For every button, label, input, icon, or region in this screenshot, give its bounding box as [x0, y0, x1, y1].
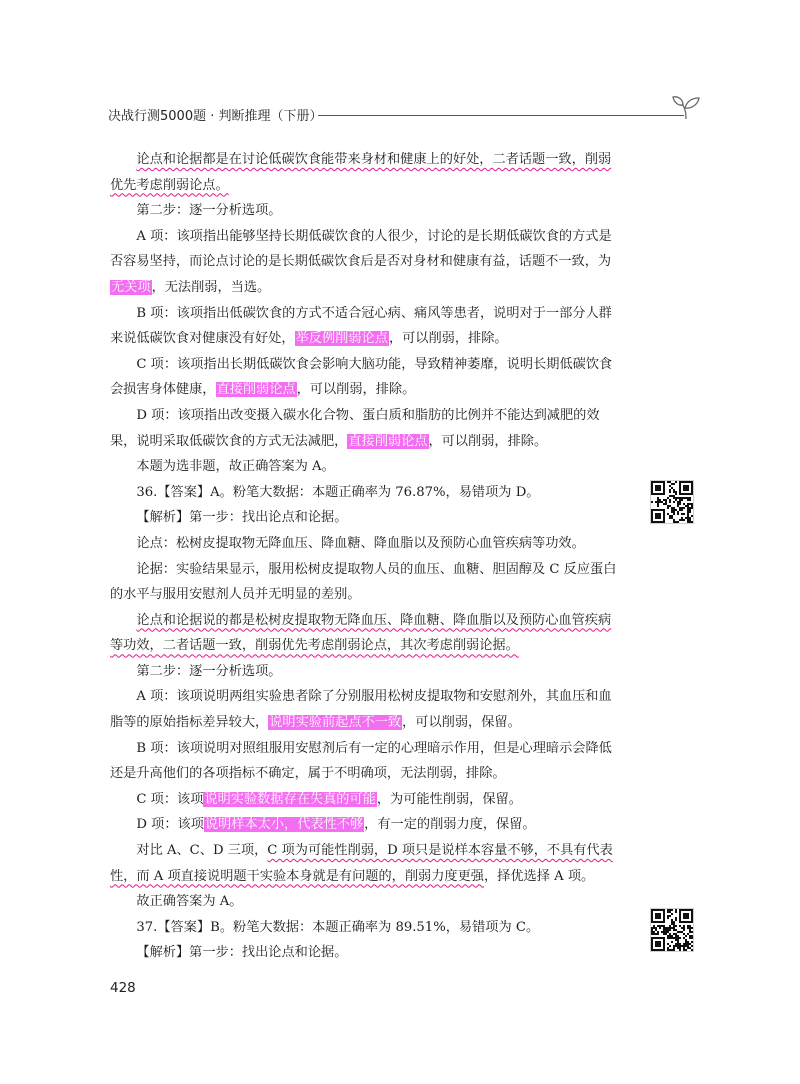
paragraph: [110, 531, 624, 557]
paragraph: [110, 736, 624, 787]
text-run: C 项：该项指出长期低碳饮食会影响大脑功能，导致精神萎靡，说明长期低碳饮食会损害身体健康，: [110, 356, 613, 398]
paragraph: [110, 557, 624, 608]
highlighted-keyword: 说明实验数据存在失真的可能: [204, 791, 376, 807]
paragraph: [110, 812, 624, 838]
paragraph: [110, 403, 624, 454]
text-run: 对比 A、C、D 三项，: [136, 843, 268, 859]
paragraph: [110, 454, 624, 480]
text-run: C 项：该项: [136, 791, 204, 807]
text-run: ，择优选择 A 项。: [483, 868, 595, 884]
paragraph: [110, 787, 624, 813]
highlighted-keyword: 直接削弱论点: [216, 382, 296, 398]
text-run: 本题为选非题，故正确答案为 A。: [136, 459, 335, 475]
running-header: [108, 104, 700, 128]
text-run: ，可以削弱，排除。: [388, 331, 508, 347]
text-run: 故正确答案为 A。: [136, 894, 243, 910]
text-run: 论点：松树皮提取物无降血压、降血糖、降血脂以及预防心血管疾病等功效。: [136, 535, 585, 551]
paragraph: [110, 505, 624, 531]
answer-explanation-body: [110, 147, 624, 966]
highlighted-keyword: 无关项: [111, 279, 151, 295]
paragraph: [110, 198, 624, 224]
qr-code-icon[interactable]: [650, 480, 694, 524]
paragraph: [110, 480, 624, 506]
text-run: 第一步：找出论点和论据。: [189, 945, 348, 961]
paragraph: [110, 659, 624, 685]
text-run: 第二步：逐一分析选项。: [136, 663, 282, 679]
text-run: 第二步：逐一分析选项。: [136, 203, 282, 219]
underlined-sentence: C 项为可能性削弱，D 项只是说样本容量不够，不具有代表性，而 A 项直接说明题干实验本身就是有问题的，削弱力度更强: [110, 843, 613, 884]
section-tag: 【答案】: [157, 919, 211, 935]
paragraph: [110, 147, 624, 198]
text-run: 第一步：找出论点和论据。: [189, 510, 348, 526]
text-run: ，为可能性削弱，保留。: [376, 791, 522, 807]
text-run: ，有一定的削弱力度，保留。: [364, 817, 536, 833]
text-run: A。粉笔大数据：本题正确率为 76.87%，易错项为 D。: [210, 484, 540, 500]
text-run: 论据：实验结果显示，服用松树皮提取物人员的血压、血糖、胆固醇及 C 反应蛋白的水平与服用安慰剂人员并无明显的差别。: [110, 561, 617, 603]
text-run: 36.: [136, 484, 158, 500]
paragraph: [110, 940, 624, 966]
text-run: D 项：该项: [136, 817, 204, 833]
section-tag: 【解析】: [136, 510, 190, 526]
paragraph: [110, 301, 624, 352]
header-rule: [318, 115, 684, 116]
section-tag: 【答案】: [157, 484, 211, 500]
text-run: B 项：该项指出低碳饮食的方式不适合冠心病、痛风等患者，说明对于一部分人群来说低碳饮食对健康没有好处，: [110, 305, 612, 347]
text-run: B 项：该项说明对照组服用安慰剂后有一定的心理暗示作用，但是心理暗示会降低还是升高他们的各项指标不确定，属于不明确项，无法削弱，排除。: [110, 740, 612, 782]
paragraph: [110, 838, 624, 889]
text-run: ，可以削弱，排除。: [296, 382, 416, 398]
section-tag: 【解析】: [136, 945, 190, 961]
text-run: A 项：该项指出能够坚持长期低碳饮食的人很少，讨论的是长期低碳饮食的方式是否容易坚持，而论点讨论的是长期低碳饮食后是否对身材和健康有益，话题不一致，为: [110, 228, 612, 270]
highlighted-keyword: 说明样本太小，代表性不够: [204, 817, 364, 833]
paragraph: [110, 608, 624, 659]
text-run: A 项：该项说明两组实验患者除了分别服用松树皮提取物和安慰剂外，其血压和血脂等的原始指标差异较大，: [110, 689, 612, 731]
paragraph: [110, 352, 624, 403]
text-run: ，无法削弱，当选。: [151, 279, 271, 295]
highlighted-keyword: 举反例削弱论点: [295, 331, 388, 347]
underlined-sentence: 论点和论据说的都是松树皮提取物无降血压、降血糖、降血脂以及预防心血管疾病等功效，二者话题一致，削弱优先考虑削弱论点，其次考虑削弱论据。: [110, 612, 612, 654]
page-number: 428: [110, 980, 136, 996]
text-run: 37.: [136, 919, 158, 935]
paragraph: [110, 224, 624, 301]
highlighted-keyword: 说明实验前起点不一致: [269, 715, 402, 731]
qr-code-icon[interactable]: [650, 908, 694, 952]
text-run: B。粉笔大数据：本题正确率为 89.51%，易错项为 C。: [210, 919, 540, 935]
highlighted-keyword: 直接削弱论点: [348, 433, 428, 449]
text-run: ，可以削弱，保留。: [402, 715, 521, 731]
underlined-sentence: 论点和论据都是在讨论低碳饮食能带来身材和健康上的好处，二者话题一致，削弱优先考虑削弱论点。: [110, 152, 612, 193]
book-title: 决战行测5000题 · 判断推理（下册）: [108, 109, 323, 124]
paragraph: [110, 889, 624, 915]
paragraph: [110, 915, 624, 941]
paragraph: [110, 684, 624, 735]
sprout-icon: [672, 94, 700, 120]
text-run: ，可以削弱，排除。: [428, 433, 548, 449]
text-run: D 项：该项指出改变摄入碳水化合物、蛋白质和脂肪的比例并不能达到减肥的效果，说明采取低碳饮食的方式无法减肥，: [110, 407, 600, 449]
